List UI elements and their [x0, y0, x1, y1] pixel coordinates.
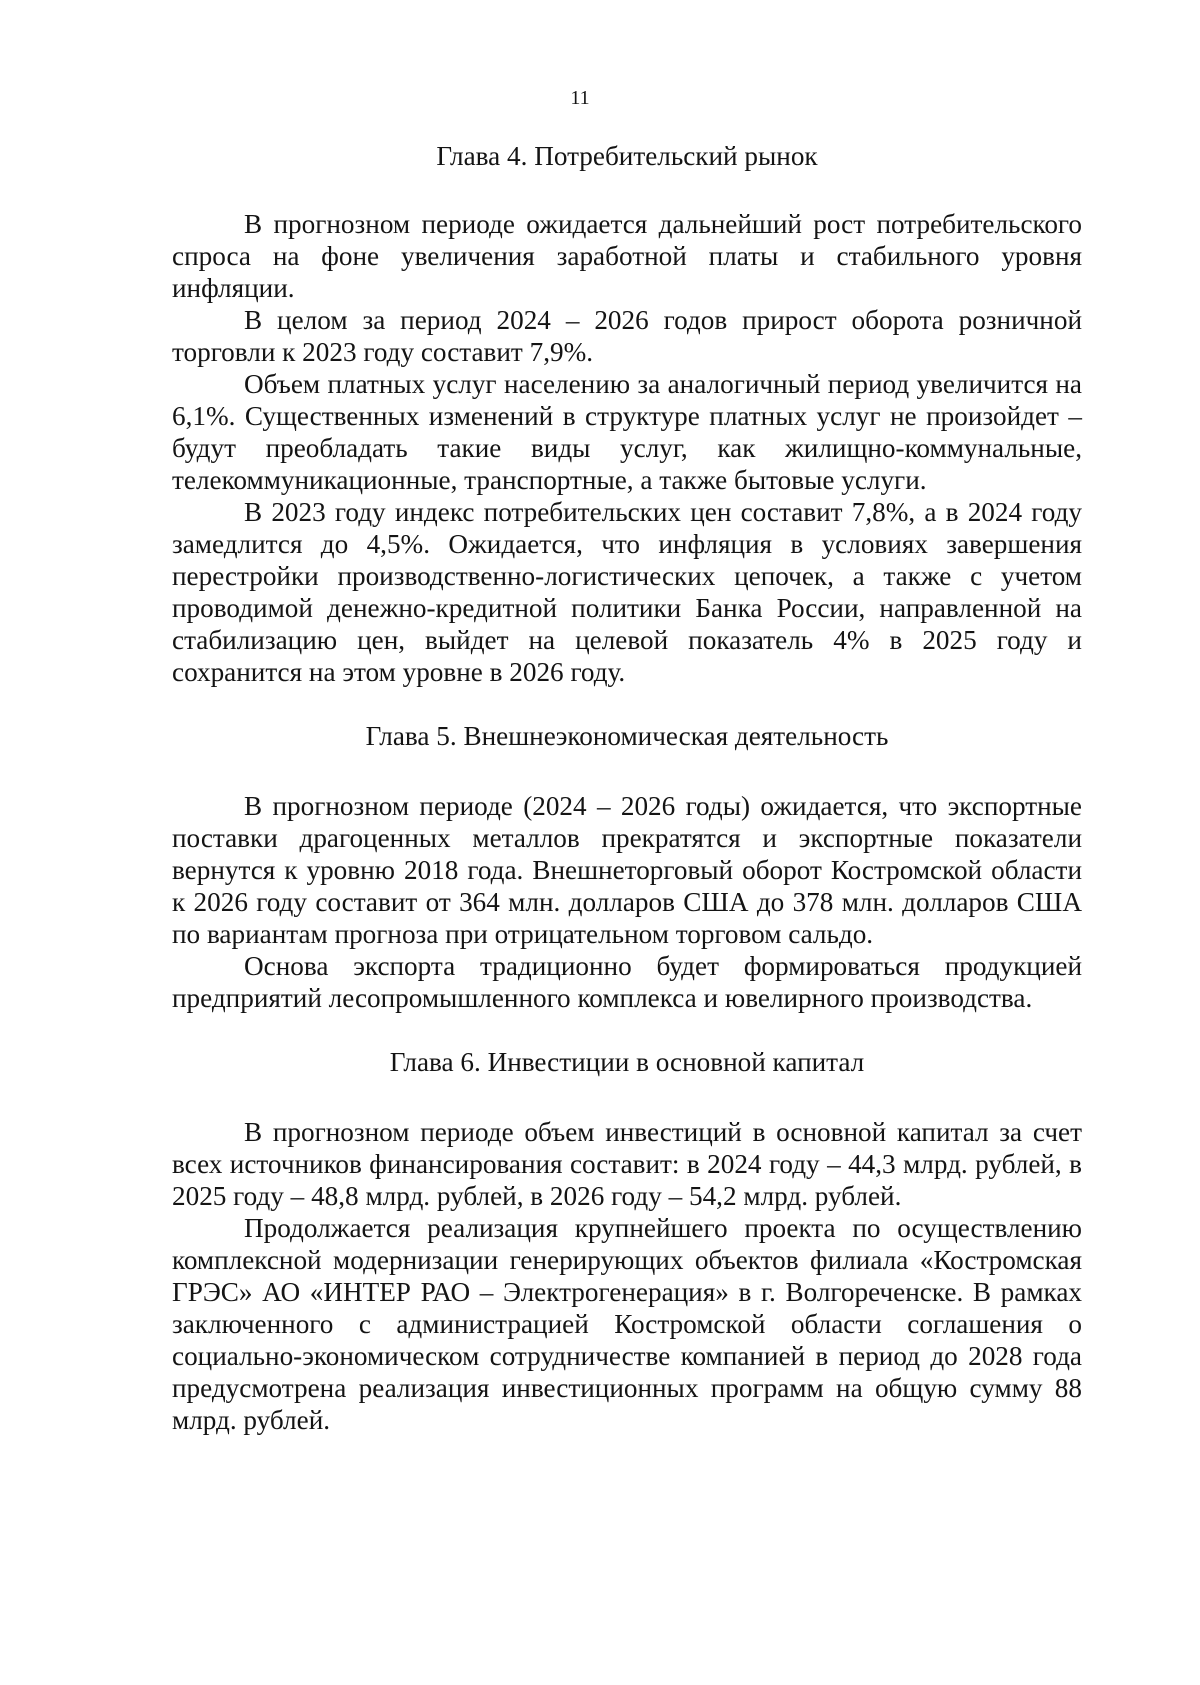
chapter-heading: Глава 5. Внешнеэкономическая деятельность [365, 721, 889, 751]
paragraph: В прогнозном периоде объем инвестиций в основной капитал за счет всех источников финансирования составит: в 2024 году – 44,3 млрд. рублей, в 2025 году – 48,8 млрд. рублей, в 2026 году – 54,2 млрд. рублей. [172, 1117, 1082, 1211]
paragraph: В целом за период 2024 – 2026 годов прирост оборота розничной торговли к 2023 году составит 7,9%. [172, 305, 1082, 367]
document-body [172, 140, 1082, 1436]
paragraph: В прогнозном периоде (2024 – 2026 годы) ожидается, что экспортные поставки драгоценных металлов прекратятся и экспортные показатели вернутся к уровню 2018 года. Внешнеторговый оборот Костромской области к 2026 году составит от 364 млн. долларов США до 378 млн. долларов США по вариантам прогноза при отрицательном торговом сальдо. [172, 791, 1082, 949]
paragraph: Объем платных услуг населению за аналогичный период увеличится на 6,1%. Существенных изменений в структуре платных услуг не произойдет – будут преобладать такие виды услуг, как жилищно-коммунальные, телекоммуникационные, транспортные, а также бытовые услуги. [172, 369, 1082, 495]
chapter-6 [172, 1046, 1082, 1436]
chapter-heading: Глава 4. Потребительский рынок [436, 141, 818, 171]
chapter-4 [172, 140, 1082, 688]
paragraph: Основа экспорта традиционно будет формироваться продукцией предприятий лесопромышленного комплекса и ювелирного производства. [172, 951, 1082, 1013]
chapter-heading: Глава 6. Инвестиции в основной капитал [389, 1047, 865, 1077]
paragraph: В 2023 году индекс потребительских цен составит 7,8%, а в 2024 году замедлится до 4,5%. Ожидается, что инфляция в условиях завершения перестройки производственно-логистических цепочек, а также с учетом проводимой денежно-кредитной политики Банка России, направленной на стабилизацию цен, выйдет на целевой показатель 4% в 2025 году и сохранится на этом уровне в 2026 году. [172, 497, 1082, 687]
chapter-5 [172, 720, 1082, 1014]
page-number: 11 [570, 87, 590, 109]
paragraph: В прогнозном периоде ожидается дальнейший рост потребительского спроса на фоне увеличения заработной платы и стабильного уровня инфляции. [172, 209, 1082, 303]
paragraph: Продолжается реализация крупнейшего проекта по осуществлению комплексной модернизации генерирующих объектов филиала «Костромская ГРЭС» АО «ИНТЕР РАО – Электрогенерация» в г. Волгореченске. В рамках заключенного с администрацией Костромской области соглашения о социально-экономическом сотрудничестве компанией в период до 2028 года предусмотрена реализация инвестиционных программ на общую сумму 88 млрд. рублей. [172, 1213, 1082, 1435]
